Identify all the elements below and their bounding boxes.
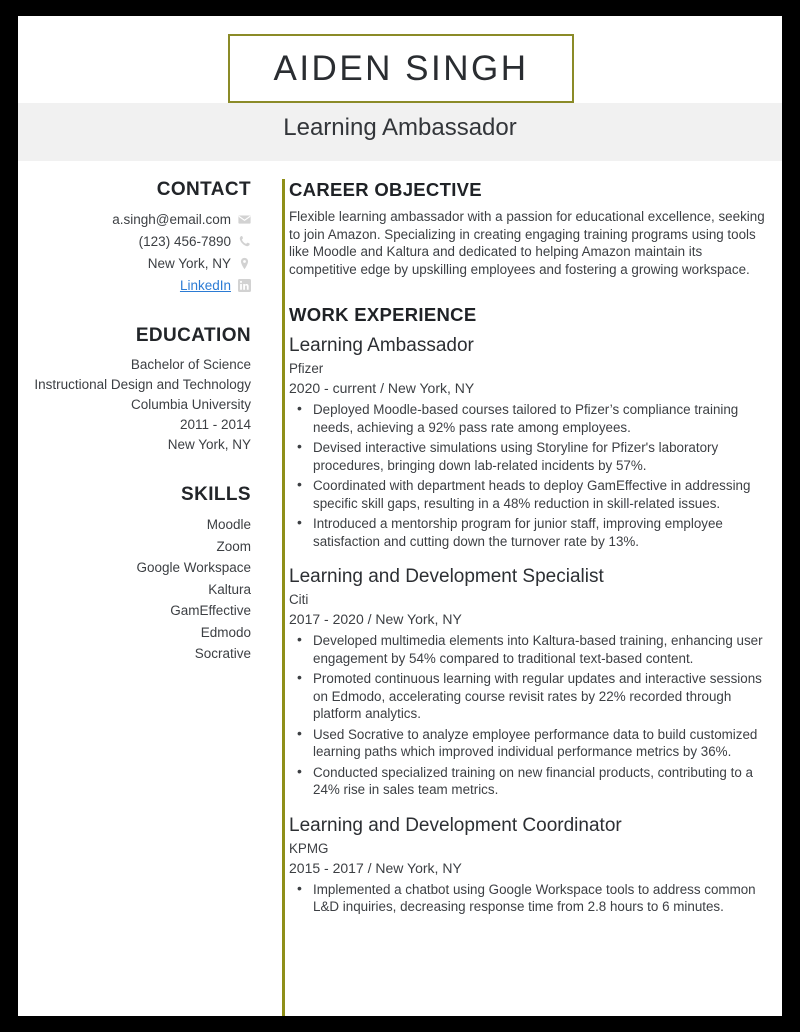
job-meta <box>289 378 766 399</box>
job-title: Learning Ambassador <box>289 335 474 356</box>
envelope-icon <box>238 213 251 226</box>
contact-heading: CONTACT <box>156 179 251 200</box>
contact-item-location <box>26 253 251 274</box>
job-bullet: • Deployed Moodle-based courses tailored to Pfizer’s compliance training needs, achieving a 92% pass rate among employees. <box>289 401 766 436</box>
job-bullet: • Introduced a mentorship program for junior staff, improving employee satisfaction and cutting down the turnover rate by 13%. <box>289 515 766 550</box>
linkedin-link[interactable]: LinkedIn <box>179 278 231 293</box>
resume-sheet <box>18 16 782 1016</box>
education-heading: EDUCATION <box>135 325 251 346</box>
name-box <box>228 34 574 103</box>
job-bullet: • Used Socrative to analyze employee performance data to build customized learning paths which improved individual performance metrics by 36%. <box>289 726 766 761</box>
job-company: Pfizer <box>289 361 324 376</box>
contact-email-text: a.singh@email.com <box>112 212 231 227</box>
career-objective-heading: CAREER OBJECTIVE <box>289 179 482 200</box>
work-experience-heading: WORK EXPERIENCE <box>289 304 477 325</box>
job-bullet: • Developed multimedia elements into Kaltura-based training, enhancing user engagement by 54% compared to traditional text-based content. <box>289 632 766 667</box>
education-dates: 2011 - 2014 <box>179 417 251 432</box>
job-bullet: • Coordinated with department heads to deploy GamEffective in addressing specific skill gaps, resulting in a 48% reduction in skill-related issues. <box>289 477 766 512</box>
contact-item-phone <box>26 231 251 252</box>
contact-item-email <box>26 209 251 230</box>
resume-header <box>18 16 782 161</box>
skill-item: GamEffective <box>170 603 251 618</box>
education-degree: Bachelor of Science <box>130 357 251 372</box>
sidebar-column <box>18 161 267 1016</box>
job-title: Learning and Development Coordinator <box>289 814 622 836</box>
skill-item: Moodle <box>206 517 251 532</box>
job-dates: 2015 - 2017 <box>289 859 364 876</box>
job-bullets <box>289 881 766 916</box>
job-dates: 2017 - 2020 <box>289 611 364 627</box>
resume-body <box>18 161 782 1016</box>
contact-phone-text: (123) 456-7890 <box>138 234 231 249</box>
skill-item: Kaltura <box>208 581 251 597</box>
location-pin-icon <box>238 257 251 270</box>
job-bullets <box>289 632 766 799</box>
main-column <box>267 161 782 1016</box>
experience-entry <box>289 564 766 799</box>
skill-item: Google Workspace <box>136 560 251 575</box>
skill-item: Edmodo <box>200 624 251 640</box>
job-meta <box>289 858 766 879</box>
job-bullet: • Conducted specialized training on new financial products, contributing to a 24% rise in sales team metrics. <box>289 764 766 799</box>
job-location: New York, NY <box>387 380 475 396</box>
job-dates: 2020 - current <box>289 380 377 396</box>
job-meta <box>289 609 766 630</box>
column-divider <box>282 179 285 1016</box>
skill-item: Zoom <box>216 538 251 554</box>
job-bullet: • Devised interactive simulations using Storyline for Pfizer's laboratory procedures, bringing down lab-related incidents by 57%. <box>289 439 766 474</box>
skill-item: Socrative <box>194 646 251 661</box>
skills-heading: SKILLS <box>181 484 251 505</box>
education-field: Instructional Design and Technology <box>34 377 251 392</box>
job-location: New York, NY <box>375 859 462 876</box>
contact-item-linkedin[interactable] <box>26 275 251 296</box>
experience-entry <box>289 813 766 916</box>
job-bullet: • Promoted continuous learning with regular updates and interactive sessions on Edmodo, accelerating course revisit rates by 22% recorded through platform analytics. <box>289 670 766 723</box>
education-location: New York, NY <box>167 437 251 452</box>
candidate-name: AIDEN SINGH <box>273 48 529 88</box>
job-meta-separator: / <box>380 380 384 396</box>
job-title: Learning and Development Specialist <box>289 566 604 587</box>
contact-location-text: New York, NY <box>147 256 231 271</box>
experience-entry <box>289 333 766 550</box>
job-bullets <box>289 401 766 550</box>
job-company: KPMG <box>289 840 329 856</box>
education-school: Columbia University <box>130 397 251 412</box>
job-meta-separator: / <box>367 611 372 627</box>
job-company: Citi <box>289 592 309 607</box>
job-location: New York, NY <box>375 611 462 627</box>
candidate-role: Learning Ambassador <box>283 114 517 141</box>
job-meta-separator: / <box>367 859 372 876</box>
linkedin-icon <box>238 279 251 292</box>
career-objective-text: Flexible learning ambassador with a passion for educational excellence, seeking to join Amazon. Specializing in creating engaging training programs using tools like Moodle and Kaltura and dedicated to helping Amazon maintain its competitive edge by upskilling employees and fostering a growing workspace. <box>289 209 765 277</box>
job-bullet: • Implemented a chatbot using Google Workspace tools to address common L&D inquiries, decreasing response time from 2.8 hours to 6 minutes. <box>289 881 766 916</box>
phone-icon <box>238 235 251 248</box>
